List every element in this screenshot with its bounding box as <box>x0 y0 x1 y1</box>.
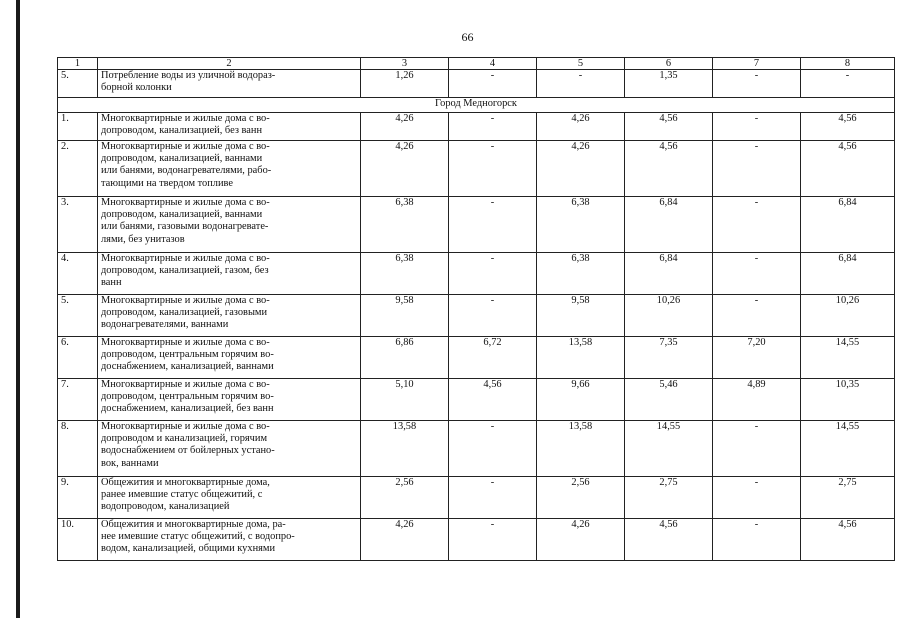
value-col-5: 6,38 <box>537 197 625 253</box>
row-number: 9. <box>58 477 98 519</box>
city-rows <box>58 113 895 561</box>
column-header: 8 <box>801 58 895 70</box>
value-col-8: 6,84 <box>801 197 895 253</box>
table-row <box>58 379 895 421</box>
value-col-5: 9,66 <box>537 379 625 421</box>
row-number: 3. <box>58 197 98 253</box>
value-col-6: 6,84 <box>625 197 713 253</box>
value-col-7: - <box>713 519 801 561</box>
value-col-6: 4,56 <box>625 113 713 141</box>
value-col-6: 4,56 <box>625 519 713 561</box>
row-description: Многоквартирные и жилые дома с во- допроводом, канализацией, газом, без ванн <box>98 253 361 295</box>
column-header: 3 <box>361 58 449 70</box>
table-row <box>58 421 895 477</box>
row-number: 7. <box>58 379 98 421</box>
table-row <box>58 197 895 253</box>
value-col-5: 2,56 <box>537 477 625 519</box>
table-row <box>58 519 895 561</box>
value-col-8: 4,56 <box>801 141 895 197</box>
value-col-4: - <box>449 477 537 519</box>
table-row <box>58 113 895 141</box>
value-col-5: 4,26 <box>537 113 625 141</box>
row-number: 5. <box>58 295 98 337</box>
value-col-8: 14,55 <box>801 337 895 379</box>
table-row <box>58 337 895 379</box>
value-col-8: 6,84 <box>801 253 895 295</box>
value-col-5: 6,38 <box>537 253 625 295</box>
value-col-7: - <box>713 113 801 141</box>
table-row <box>58 295 895 337</box>
value-col-3: 4,26 <box>361 519 449 561</box>
row-description: Потребление воды из уличной водораз- борной колонки <box>98 70 361 98</box>
value-col-8: - <box>801 70 895 98</box>
row-number: 6. <box>58 337 98 379</box>
value-col-7: 7,20 <box>713 337 801 379</box>
column-number-row <box>58 58 895 70</box>
value-col-3: 2,56 <box>361 477 449 519</box>
city-row <box>58 98 895 113</box>
row-number: 10. <box>58 519 98 561</box>
column-header: 4 <box>449 58 537 70</box>
value-col-3: 6,38 <box>361 197 449 253</box>
value-col-7: - <box>713 197 801 253</box>
value-col-3: 1,26 <box>361 70 449 98</box>
value-col-8: 10,26 <box>801 295 895 337</box>
row-number: 4. <box>58 253 98 295</box>
row-number: 2. <box>58 141 98 197</box>
city-section <box>58 98 895 113</box>
table-row <box>58 70 895 98</box>
page-number: 66 <box>461 30 474 44</box>
value-col-3: 6,86 <box>361 337 449 379</box>
row-description: Общежития и многоквартирные дома, ра- нее имевшие статус общежитий, с водопро- водом, канализацией, общими кухнями <box>98 519 361 561</box>
value-col-7: - <box>713 421 801 477</box>
value-col-5: 9,58 <box>537 295 625 337</box>
row-number: 1. <box>58 113 98 141</box>
row-description: Многоквартирные и жилые дома с во- допроводом, канализацией, без ванн <box>98 113 361 141</box>
value-col-4: - <box>449 421 537 477</box>
row-description: Многоквартирные и жилые дома с во- допроводом, канализацией, ваннами или банями, газовыми водонагревате- лями, без унитазов <box>98 197 361 253</box>
row-description: Многоквартирные и жилые дома с во- допроводом, центральным горячим во- доснабжением, канализацией, без ванн <box>98 379 361 421</box>
value-col-4: - <box>449 141 537 197</box>
top-rows <box>58 70 895 98</box>
value-col-4: 6,72 <box>449 337 537 379</box>
value-col-8: 4,56 <box>801 113 895 141</box>
value-col-3: 6,38 <box>361 253 449 295</box>
value-col-4: - <box>449 295 537 337</box>
value-col-7: - <box>713 70 801 98</box>
value-col-3: 9,58 <box>361 295 449 337</box>
table-row <box>58 141 895 197</box>
value-col-4: 4,56 <box>449 379 537 421</box>
column-header: 2 <box>98 58 361 70</box>
value-col-7: - <box>713 295 801 337</box>
value-col-8: 10,35 <box>801 379 895 421</box>
value-col-6: 6,84 <box>625 253 713 295</box>
column-header: 6 <box>625 58 713 70</box>
page-edge-bar <box>16 0 20 618</box>
value-col-5: 4,26 <box>537 141 625 197</box>
tariff-table <box>57 57 895 561</box>
value-col-8: 2,75 <box>801 477 895 519</box>
row-number: 8. <box>58 421 98 477</box>
table-row <box>58 253 895 295</box>
value-col-8: 14,55 <box>801 421 895 477</box>
table-row <box>58 477 895 519</box>
value-col-3: 4,26 <box>361 141 449 197</box>
value-col-3: 13,58 <box>361 421 449 477</box>
city-label: Город Медногорск <box>58 98 895 113</box>
value-col-8: 4,56 <box>801 519 895 561</box>
value-col-4: - <box>449 197 537 253</box>
row-number: 5. <box>58 70 98 98</box>
value-col-6: 7,35 <box>625 337 713 379</box>
row-description: Многоквартирные и жилые дома с во- допроводом, центральным горячим во- доснабжением, канализацией, ваннами <box>98 337 361 379</box>
row-description: Многоквартирные и жилые дома с во- допроводом, канализацией, газовыми водонагревателями, ваннами <box>98 295 361 337</box>
value-col-4: - <box>449 70 537 98</box>
value-col-7: - <box>713 141 801 197</box>
value-col-5: 4,26 <box>537 519 625 561</box>
value-col-6: 2,75 <box>625 477 713 519</box>
value-col-4: - <box>449 113 537 141</box>
value-col-6: 14,55 <box>625 421 713 477</box>
value-col-7: - <box>713 477 801 519</box>
row-description: Общежития и многоквартирные дома, ранее имевшие статус общежитий, с водопроводом, канализацией <box>98 477 361 519</box>
value-col-5: 13,58 <box>537 421 625 477</box>
row-description: Многоквартирные и жилые дома с во- допроводом и канализацией, горячим водоснабжением от бойлерных устано- вок, ваннами <box>98 421 361 477</box>
value-col-6: 4,56 <box>625 141 713 197</box>
column-header: 1 <box>58 58 98 70</box>
row-description: Многоквартирные и жилые дома с во- допроводом, канализацией, ваннами или банями, водонагревателями, рабо- тающими на твердом топливе <box>98 141 361 197</box>
value-col-5: - <box>537 70 625 98</box>
value-col-4: - <box>449 253 537 295</box>
value-col-6: 10,26 <box>625 295 713 337</box>
value-col-5: 13,58 <box>537 337 625 379</box>
value-col-7: 4,89 <box>713 379 801 421</box>
value-col-3: 5,10 <box>361 379 449 421</box>
column-header: 7 <box>713 58 801 70</box>
column-header: 5 <box>537 58 625 70</box>
value-col-3: 4,26 <box>361 113 449 141</box>
value-col-6: 5,46 <box>625 379 713 421</box>
value-col-6: 1,35 <box>625 70 713 98</box>
value-col-4: - <box>449 519 537 561</box>
value-col-7: - <box>713 253 801 295</box>
